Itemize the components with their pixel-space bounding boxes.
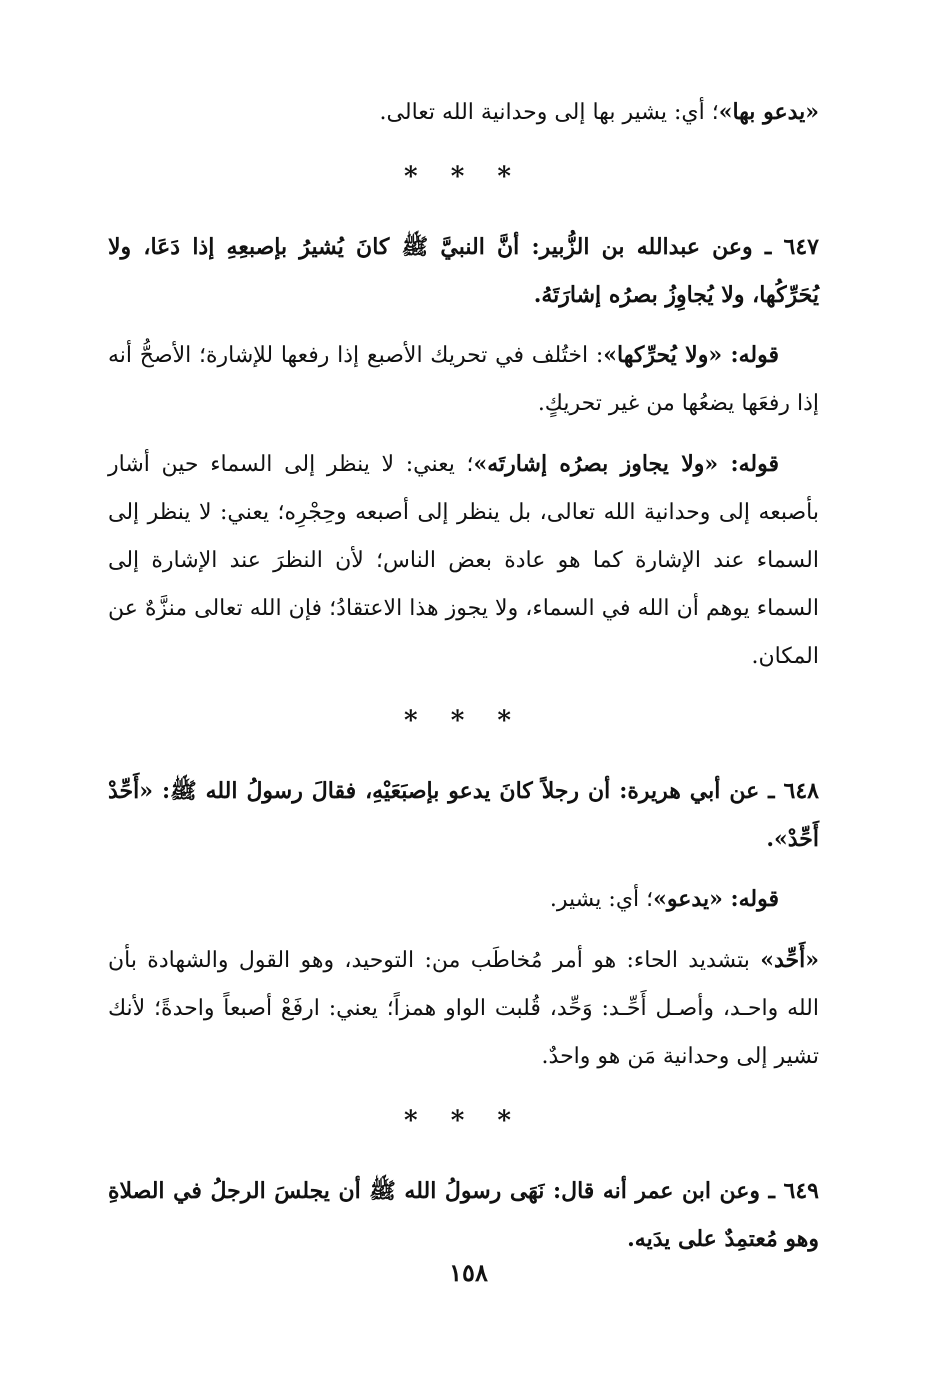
commentary-text: : اختُلف في تحريك الأصبع إذا رفعها للإشارة؛ الأصحُّ أنه إذا رفعَها يضعُها من غير تحريكٍ. xyxy=(108,343,819,416)
hadith-648: ٦٤٨ ـ عن أبي هريرة: أن رجلاً كانَ يدعو بإصبَعَيْهِ، فقالَ رسولُ الله ﷺ: «أَحِّدْ أَحِّدْ». xyxy=(108,778,819,852)
commentary-lead: قوله: xyxy=(722,886,779,912)
hadith-647: ٦٤٧ ـ وعن عبدالله بن الزُّبير: أنَّ النبيَّ ﷺ كانَ يُشيرُ بإصبعِهِ إذا دَعَا، ولا يُحَرِّكُها، ولا يُجاوِزُ بصرُه إشارَتَهُ. xyxy=(108,234,819,308)
quoted-phrase: «يدعو بها» xyxy=(718,99,819,125)
commentary-lead: قوله: xyxy=(722,342,779,368)
page-body xyxy=(108,88,819,1275)
quoted-phrase: «ولا يُحرِّكها» xyxy=(603,342,723,368)
commentary-paragraph xyxy=(108,875,819,924)
commentary-text: ؛ أي: يشير بها إلى وحدانية الله تعالى. xyxy=(379,100,719,125)
section-separator: * * * xyxy=(404,162,523,192)
section-separator: * * * xyxy=(404,706,523,736)
quoted-phrase: «ولا يجاوز بصرُه إشارتَه» xyxy=(473,451,719,477)
commentary-paragraph xyxy=(108,440,819,681)
commentary-text: ؛ يعني: لا ينظر إلى السماء حين أشار بأصبعه إلى وحدانية الله تعالى، بل ينظر إلى أصبعه وحِجْرِه؛ يعني: لا ينظر إلى السماء عند الإشارة كما هو عادة بعض الناس؛ لأن النظرَ عند الإشارة إلى السماء يوهم أن الله في السماء، ولا يجوز هذا الاعتقادُ؛ فإن الله تعالى منزَّهٌ عن المكان. xyxy=(108,452,819,669)
quoted-phrase: «يدعو» xyxy=(653,886,723,912)
page-number: ١٥٨ xyxy=(449,1258,488,1287)
quoted-phrase: «أَحِّد» xyxy=(760,947,819,973)
section-separator: * * * xyxy=(404,1106,523,1136)
hadith-649: ٦٤٩ ـ وعن ابن عمر أنه قال: نَهَى رسولُ الله ﷺ أن يجلسَ الرجلُ في الصلاةِ وهو مُعتمِدٌ على يدَيه. xyxy=(108,1178,819,1252)
commentary-paragraph xyxy=(108,331,819,428)
commentary-text: ؛ أي: يشير. xyxy=(549,887,654,912)
commentary-lead: قوله: xyxy=(718,451,779,477)
commentary-text: بتشديد الحاء: هو أمر مُخاطَب من: التوحيد، وهو القول والشهادة بأن الله واحـد، وأصـل أَحِّـد: وَحِّد، قُلبت الواو همزاً؛ يعني: ارفَعْ أصبعاً واحدةً؛ لأنك تشير إلى وحدانية مَن هو واحدٌ. xyxy=(108,948,819,1069)
commentary-paragraph xyxy=(108,88,819,137)
commentary-paragraph xyxy=(108,936,819,1081)
